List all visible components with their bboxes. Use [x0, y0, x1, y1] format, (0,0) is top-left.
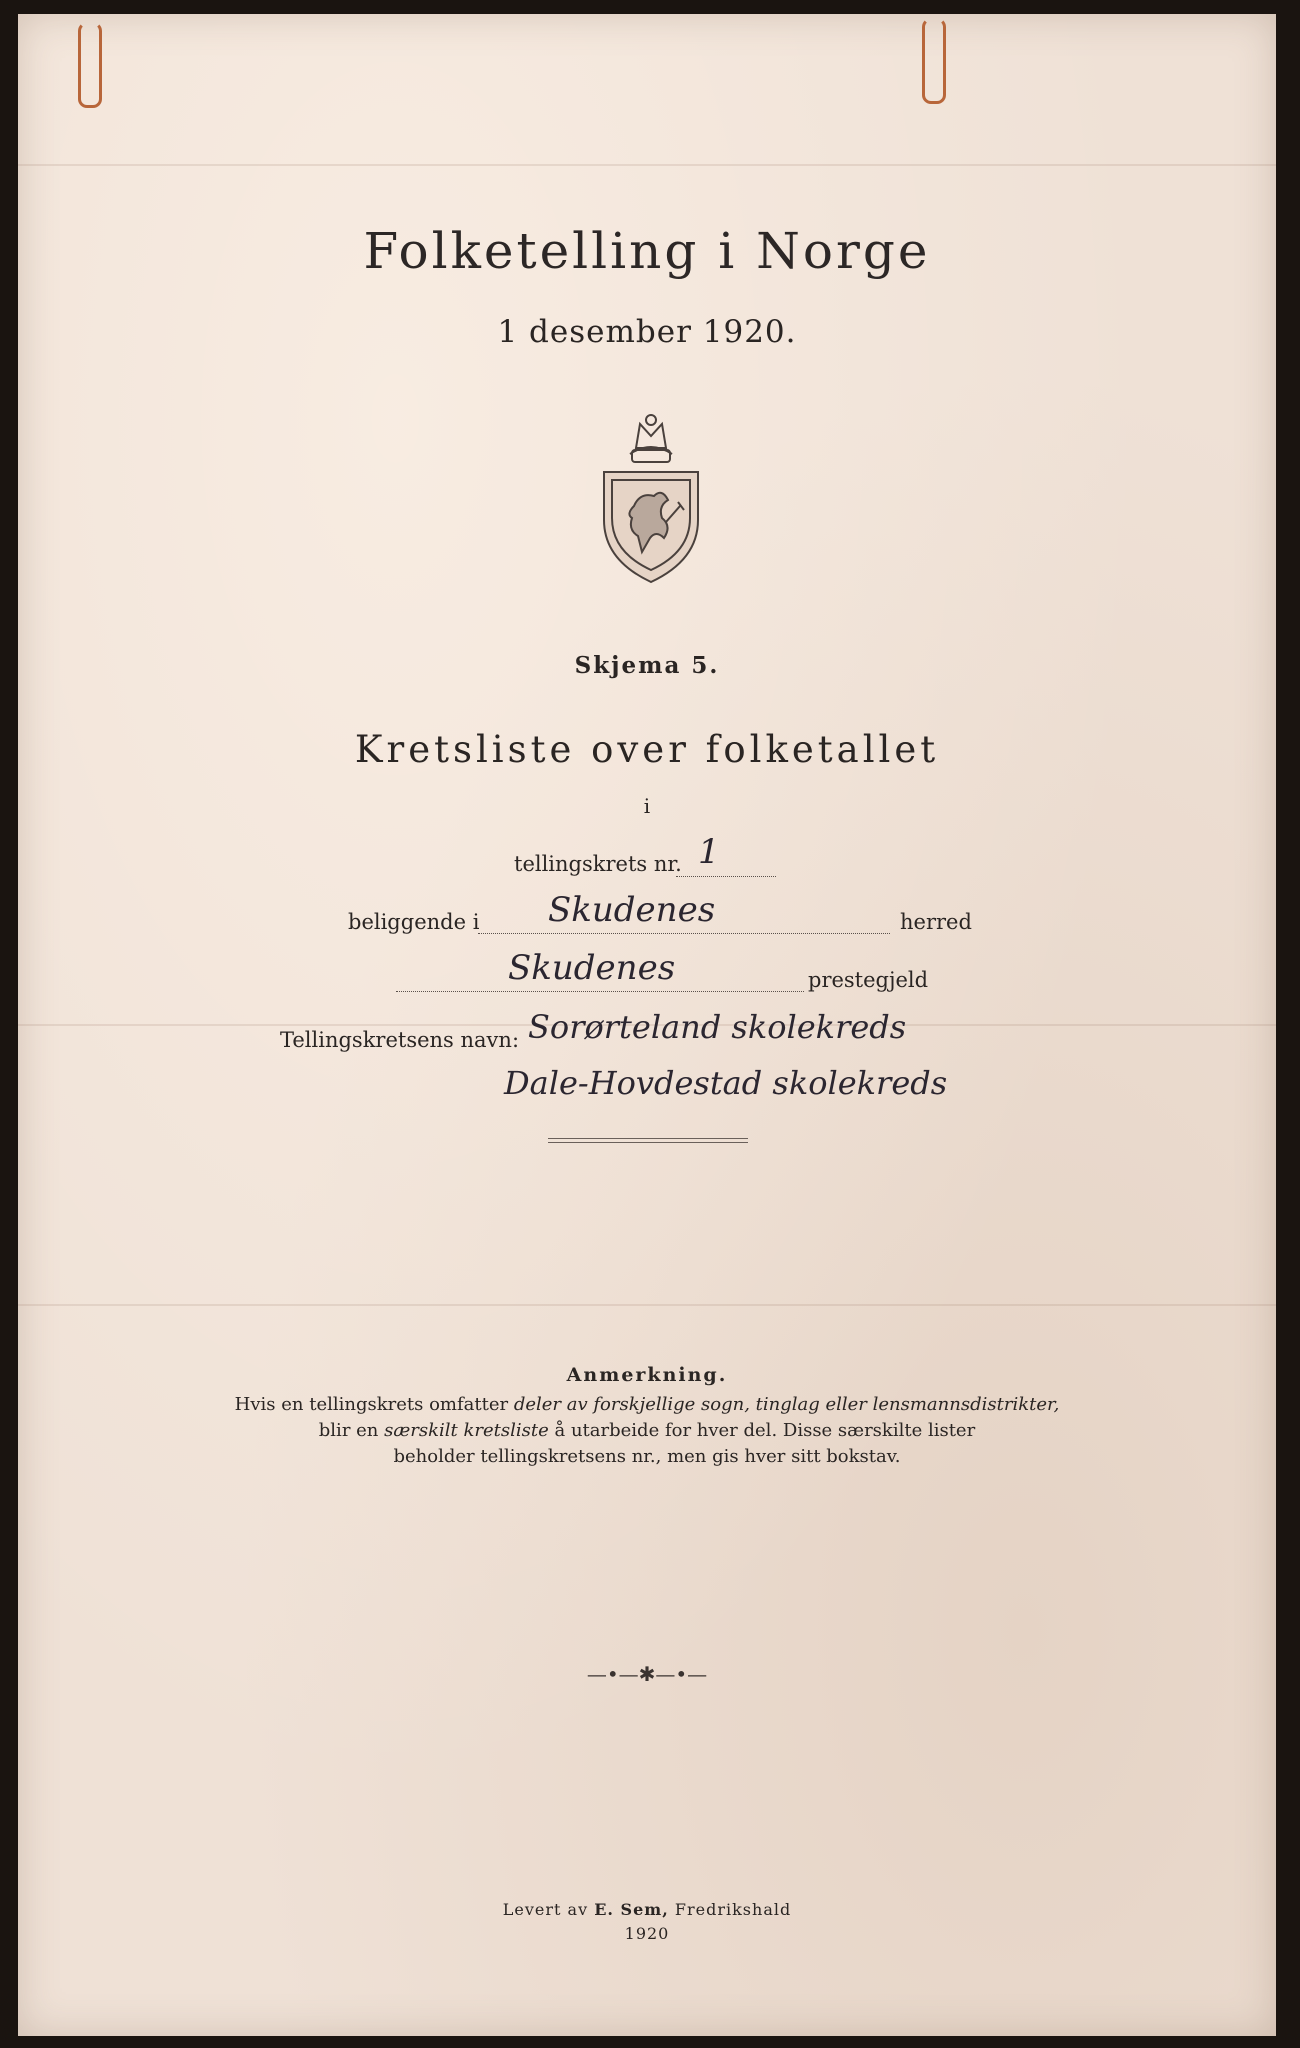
norwegian-coat-of-arms-icon: [596, 410, 706, 586]
note-emphasis: særskilt kretsliste: [384, 1420, 549, 1441]
document-date: 1 desember 1920.: [497, 314, 797, 350]
printer-credit: [18, 1900, 1276, 1919]
tellingskrets-line: [676, 856, 776, 877]
divider-rule: [548, 1138, 748, 1139]
paper-fold: [18, 164, 1276, 166]
prestegjeld-value: Skudenes: [508, 948, 676, 988]
tellingskrets-navn-value-2: Dale-Hovdestad skolekreds: [504, 1064, 948, 1102]
beliggende-value: Skudenes: [548, 890, 716, 930]
printer-name: E. Sem,: [594, 1900, 669, 1919]
printer-place: Fredrikshald: [668, 1900, 792, 1919]
paper-fold: [18, 1304, 1276, 1306]
note-heading: Anmerkning.: [566, 1364, 728, 1386]
form-heading: Kretsliste over folketallet: [354, 728, 940, 771]
paper-clip-icon: [922, 18, 946, 104]
beliggende-label: beliggende i: [348, 910, 480, 934]
paper-clip-icon: [78, 22, 102, 108]
tellingskrets-navn-label: Tellingskretsens navn:: [280, 1028, 520, 1052]
schema-number: Skjema 5.: [574, 652, 720, 679]
note-text: Hvis en tellingskrets omfatter: [234, 1394, 514, 1415]
divider-rule: [548, 1142, 748, 1143]
note-text: å utarbeide for hver del. Disse særskilte lister: [548, 1420, 976, 1441]
printer-text: Levert av: [502, 1900, 595, 1919]
tellingskrets-navn-value-1: Sorørteland skolekreds: [528, 1008, 907, 1046]
note-emphasis: deler av forskjellige sogn, tinglag eller lensmannsdistrikter,: [513, 1394, 1060, 1415]
prestegjeld-label: prestegjeld: [808, 968, 929, 992]
ornament-divider-icon: —•—✱—•—: [586, 1662, 708, 1686]
tellingskrets-label: tellingskrets nr.: [514, 852, 682, 876]
herred-label: herred: [900, 910, 972, 934]
note-text: blir en: [318, 1420, 385, 1441]
printer-year: 1920: [624, 1924, 670, 1943]
note-line-1: [18, 1394, 1276, 1415]
preposition-i: i: [643, 794, 651, 818]
note-line-2: [18, 1420, 1276, 1441]
document-title: Folketelling i Norge: [363, 222, 931, 280]
tellingskrets-value: 1: [698, 832, 720, 872]
note-line-3: beholder tellingskretsens nr., men gis hver sitt bokstav.: [393, 1446, 901, 1467]
census-form-page: [18, 14, 1276, 2036]
